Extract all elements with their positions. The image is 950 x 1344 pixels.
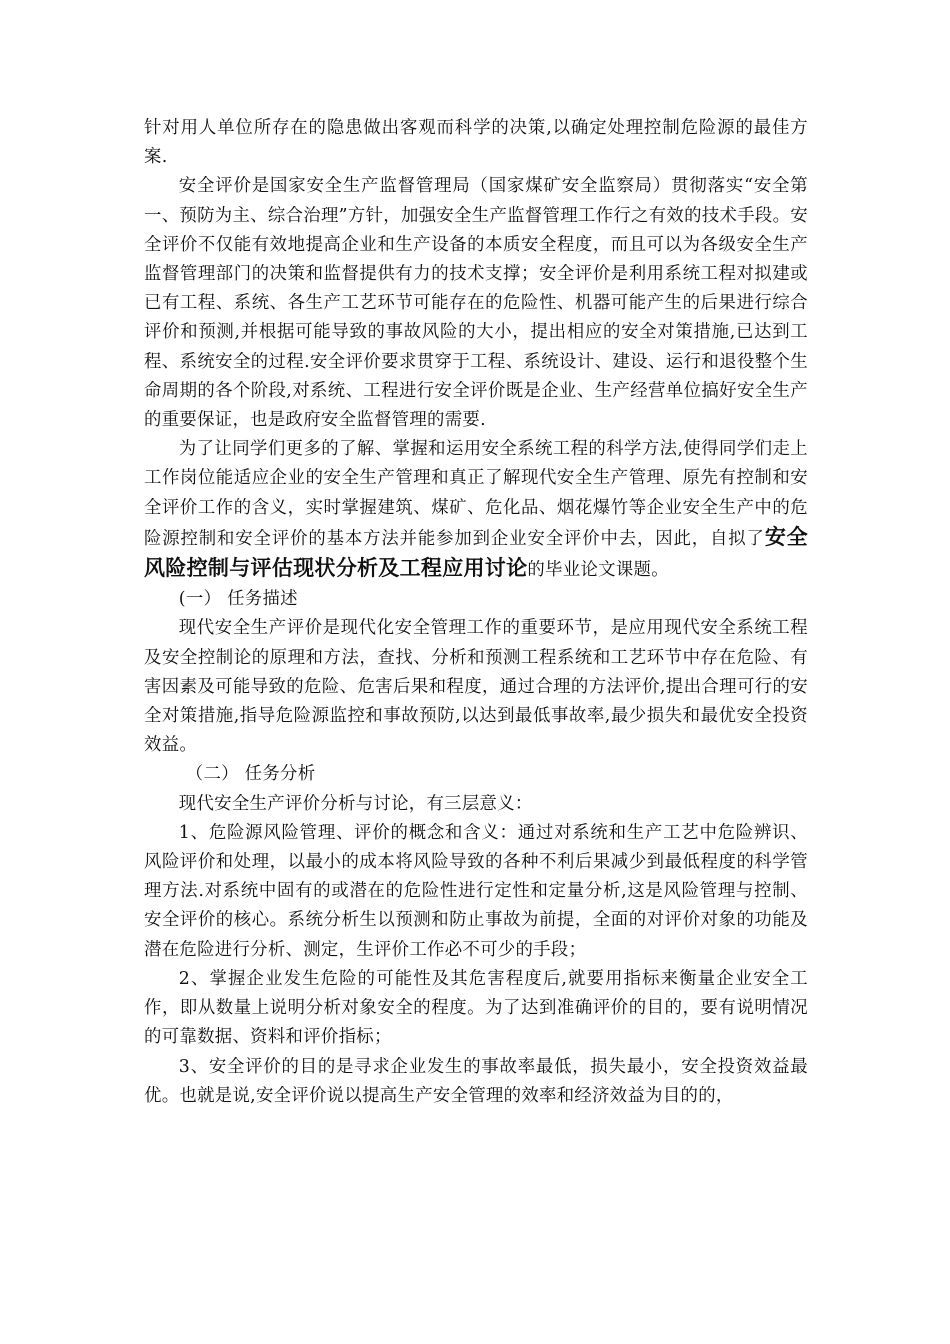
paragraph-thesis-end: 的毕业论文课题。 xyxy=(527,560,669,581)
paragraph-task-description: 现代安全生产评价是现代化安全管理工作的重要环节，是应用现代安全系统工程及安全控制论的原理和方法，查找、分析和预测工程系统和工艺环节中存在危险、有害因素及可能导致的危险、危害后果和程度，通过合理的方法评价,提出合理可行的安全对策措施,指导危险源监控和事故预防,以达到最低事故率,最少损失和最优安全投资效益。 xyxy=(144,618,808,756)
paragraph-point-2: 2、掌握企业发生危险的可能性及其危害程度后,就要用指标来衡量企业安全工作，即从数量上说明分析对象安全的程度。为了达到准确评价的目的，要有说明情况的可靠数据、资料和评价指标； xyxy=(144,968,808,1048)
section-heading-task-analysis: （二） 任务分析 xyxy=(185,764,316,785)
thesis-title: 安全风险控制与评估现状分析及工程应用讨论 xyxy=(144,524,808,581)
paragraph-thesis-intro: 为了让同学们更多的了解、掌握和运用安全系统工程的科学方法,使得同学们走上工作岗位能适应企业的安全生产管理和真正了解现代安全生产管理、原先有控制和安全评价工作的含义，实时掌握建筑、煤矿、危化品、烟花爆竹等企业安全生产中的危险源控制和安全评价的基本方法并能参加到企业安全评价中去，因此，自拟了 xyxy=(144,439,808,549)
paragraph-point-3: 3、安全评价的目的是寻求企业发生的事故率最低，损失最小，安全投资效益最优。也就是说,安全评价说以提高生产安全管理的效率和经济效益为目的的， xyxy=(144,1056,808,1106)
paragraph-analysis-intro: 现代安全生产评价分析与讨论，有三层意义： xyxy=(178,793,533,814)
paragraph-continuation: 针对用人单位所存在的隐患做出客观而科学的决策,以确定处理控制危险源的最佳方案. xyxy=(144,118,808,168)
document-page xyxy=(144,114,808,1111)
section-heading-task-description: (一） 任务描述 xyxy=(178,589,298,610)
paragraph-thesis-topic xyxy=(144,435,808,585)
paragraph-point-1: 1、危险源风险管理、评价的概念和含义：通过对系统和生产工艺中危险辨识、风险评价和处理，以最小的成本将风险导致的各种不利后果减少到最低程度的科学管理方法.对系统中固有的或潜在的危险性进行定性和定量分析,这是风险管理与控制、安全评价的核心。系统分析生以预测和防止事故为前提，全面的对评价对象的功能及潜在危险进行分析、测定，生评价工作必不可少的手段； xyxy=(144,822,808,960)
paragraph-safety-evaluation: 安全评价是国家安全生产监督管理局（国家煤矿安全监察局）贯彻落实“安全第一、预防为主、综合治理”方针，加强安全生产监督管理工作行之有效的技术手段。安全评价不仅能有效地提高企业和生产设备的本质安全程度，而且可以为各级安全生产监督管理部门的决策和监督提供有力的技术支撑；安全评价是利用系统工程对拟建或已有工程、系统、各生产工艺环节可能存在的危险性、机器可能产生的后果进行综合评价和预测,并根据可能导致的事故风险的大小，提出相应的安全对策措施,已达到工程、系统安全的过程.安全评价要求贯穿于工程、系统设计、建设、运行和退役整个生命周期的各个阶段,对系统、工程进行安全评价既是企业、生产经营单位搞好安全生产的重要保证，也是政府安全监督管理的需要. xyxy=(144,176,808,431)
